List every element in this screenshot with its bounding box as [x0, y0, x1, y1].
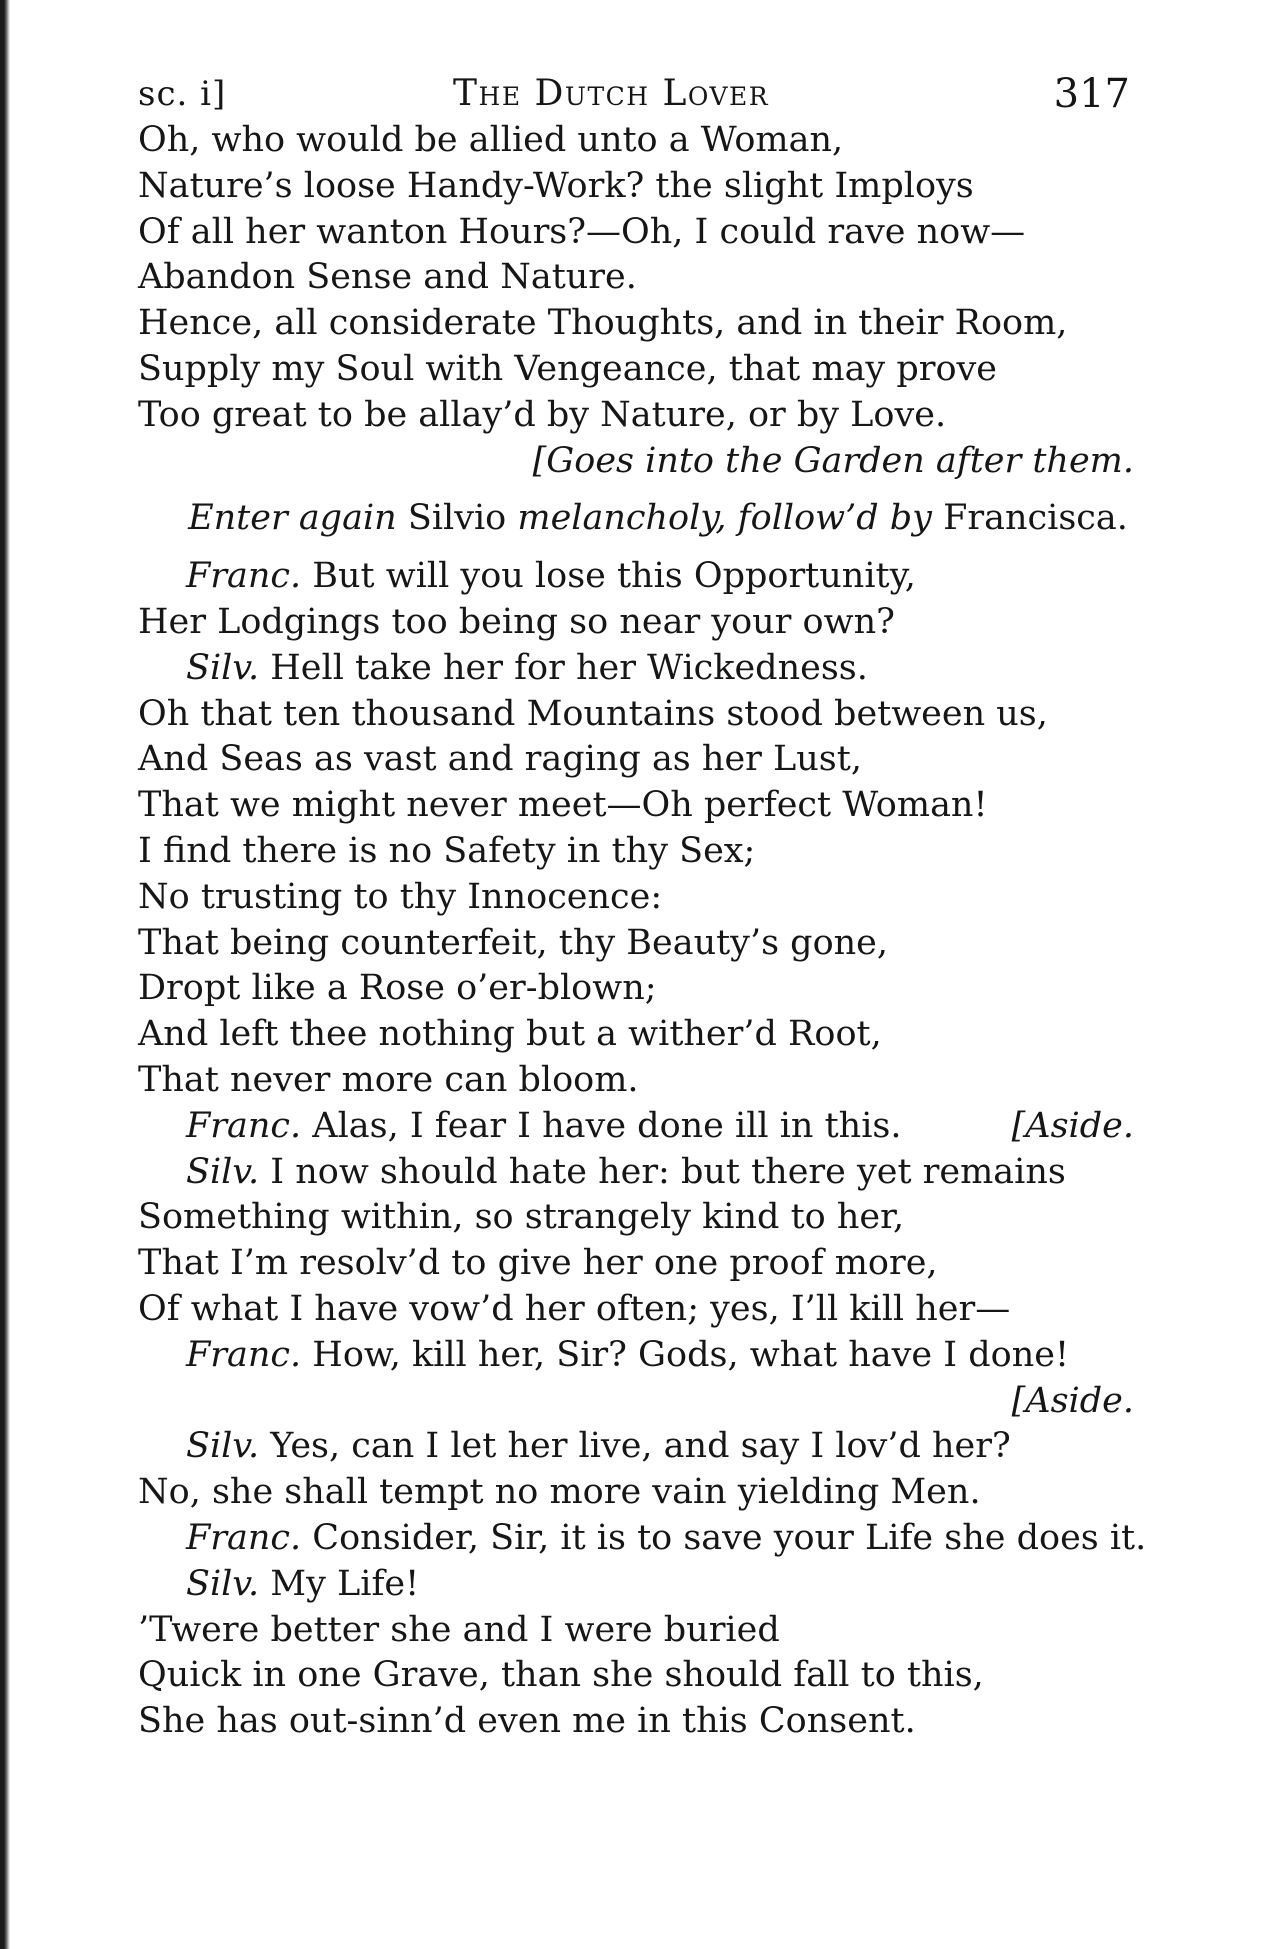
aside-direction: [Aside.: [1011, 1105, 1134, 1146]
verse-line: Dropt like a Rose o’er-blown;: [138, 968, 657, 1009]
speech-text: How, kill her, Sir? Gods, what have I done!: [312, 1334, 1070, 1375]
speech-line: [138, 1424, 1138, 1470]
verse-line: And Seas as vast and raging as her Lust,: [138, 739, 862, 780]
speech-line: [138, 646, 1138, 692]
verse-line: That being counterfeit, thy Beauty’s gone,: [138, 922, 889, 963]
speech-text: Alas, I fear I have done ill in this.: [312, 1105, 902, 1146]
stage-direction: [Goes into the Garden after them.: [532, 440, 1134, 481]
book-page: [138, 70, 1147, 1930]
speech-line: [138, 554, 1138, 600]
verse-line: Nature’s loose Handy-Work? the slight Imploys: [138, 165, 974, 206]
speaker-label: Franc.: [186, 1105, 302, 1146]
verse-line: That we might never meet—Oh perfect Woman!: [138, 785, 988, 826]
running-header: [138, 70, 1138, 118]
speaker-label: Silv.: [186, 1426, 260, 1467]
speech-text: My Life!: [270, 1563, 420, 1604]
character-name: Silvio: [407, 498, 507, 539]
verse-line: Oh, who would be allied unto a Woman,: [138, 120, 844, 160]
speech-line: [138, 1104, 1138, 1150]
speech-line: [138, 1562, 1138, 1608]
verse-line: She has out-sinn’d even me in this Consent.: [138, 1701, 916, 1742]
running-title: The Dutch Lover: [453, 73, 770, 114]
verse-line: ’Twere better she and I were buried: [138, 1609, 780, 1650]
speech-line: [138, 1333, 1138, 1379]
verse-line: I find there is no Safety in thy Sex;: [138, 830, 756, 871]
verse-line: Oh that ten thousand Mountains stood between us,: [138, 693, 1048, 734]
speaker-label: Franc.: [186, 556, 302, 597]
verse-line: Quick in one Grave, than she should fall to this,: [138, 1655, 984, 1696]
verse-line: No trusting to thy Innocence:: [138, 876, 663, 917]
verse-line: That I’m resolv’d to give her one proof more,: [138, 1243, 938, 1284]
speech-text: Consider, Sir, it is to save your Life she does it.: [312, 1517, 1147, 1558]
verse-line: Of what I have vow’d her often; yes, I’ll kill her—: [138, 1288, 1011, 1329]
verse-line: No, she shall tempt no more vain yielding Men.: [138, 1472, 981, 1513]
verse-line: And left thee nothing but a wither’d Root,: [138, 1014, 882, 1055]
speaker-label: Franc.: [186, 1517, 302, 1558]
verse-line: Something within, so strangely kind to her,: [138, 1197, 905, 1238]
verse-line: That never more can bloom.: [138, 1059, 639, 1100]
speech-text: Hell take her for her Wickedness.: [270, 647, 868, 688]
speaker-label: Silv.: [186, 1563, 260, 1604]
verse-line: Abandon Sense and Nature.: [138, 257, 637, 298]
verse-line: Too great to be allay’d by Nature, or by Love.: [138, 394, 947, 435]
stage-direction-text: melancholy, follow’d by: [517, 498, 932, 539]
verse-line: Hence, all considerate Thoughts, and in their Room,: [138, 303, 1068, 344]
entrance-direction: [138, 496, 1138, 542]
verse-line: Supply my Soul with Vengeance, that may prove: [138, 348, 998, 389]
play-text: [138, 118, 1147, 1745]
speech-text: Yes, can I let her live, and say I lov’d her?: [270, 1426, 1011, 1467]
speech-line: [138, 1516, 1147, 1562]
speech-text: But will you lose this Opportunity,: [312, 556, 916, 597]
speech-line: [138, 1150, 1138, 1196]
stage-direction-text: Enter again: [188, 498, 397, 539]
speaker-label: Silv.: [186, 647, 260, 688]
speaker-label: Silv.: [186, 1151, 260, 1192]
book-binding-edge: [0, 0, 10, 1949]
verse-line: Of all her wanton Hours?—Oh, I could rave now—: [138, 211, 1026, 252]
speech-text: I now should hate her: but there yet remains: [270, 1151, 1066, 1192]
page-number: 317: [1053, 71, 1130, 117]
aside-direction: [Aside.: [1011, 1380, 1134, 1421]
scene-marker: sc. i]: [138, 74, 227, 114]
speaker-label: Franc.: [186, 1334, 302, 1375]
verse-line: Her Lodgings too being so near your own?: [138, 601, 895, 642]
character-name: Francisca.: [943, 498, 1128, 539]
